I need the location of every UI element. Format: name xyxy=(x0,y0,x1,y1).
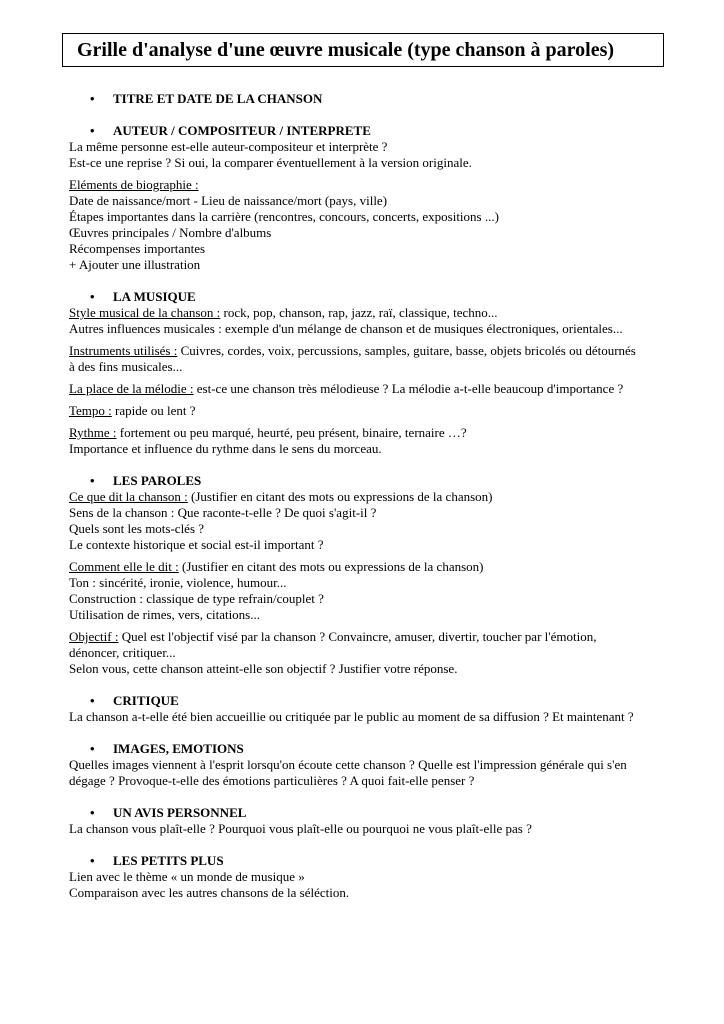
text-span: (Justifier en citant des mots ou expressions de la chanson) xyxy=(178,559,484,574)
text-line: La même personne est-elle auteur-compositeur et interprète ? xyxy=(69,139,388,154)
bullet-icon: • xyxy=(90,289,95,304)
bullet-icon: • xyxy=(90,741,95,756)
bullet-icon: • xyxy=(90,805,95,820)
text-span: rapide ou lent ? xyxy=(111,403,196,418)
text-line: Sens de la chanson : Que raconte-t-elle ? De quoi s'agit-il ? xyxy=(69,505,377,520)
subheading: Comment elle le dit : xyxy=(69,559,179,574)
paragraph xyxy=(69,489,669,553)
text-line: Date de naissance/mort - Lieu de naissance/mort (pays, ville) xyxy=(69,193,388,208)
paragraph xyxy=(69,869,669,901)
text-line: Utilisation de rimes, vers, citations... xyxy=(69,607,260,622)
text-line: Œuvres principales / Nombre d'albums xyxy=(69,225,272,240)
text-span: (Justifier en citant des mots ou expressions de la chanson) xyxy=(187,489,493,504)
text-line: Construction : classique de type refrain/couplet ? xyxy=(69,591,324,606)
text-line: La chanson a-t-elle été bien accueillie ou critiquée par le public au moment de sa diffusion ? Et maintenant ? xyxy=(69,709,634,724)
text-line: La chanson vous plaît-elle ? Pourquoi vous plaît-elle ou pourquoi ne vous plaît-elle pas ? xyxy=(69,821,532,836)
paragraph xyxy=(69,629,669,677)
text-line: Comparaison avec les autres chansons de la séléction. xyxy=(69,885,350,900)
text-line: Selon vous, cette chanson atteint-elle son objectif ? Justifier votre réponse. xyxy=(69,661,458,676)
section-heading: • AUTEUR / COMPOSITEUR / INTERPRETE xyxy=(90,123,371,138)
paragraph xyxy=(69,177,669,273)
subheading: Eléments de biographie : xyxy=(69,177,199,192)
paragraph xyxy=(69,139,669,171)
subheading: La place de la mélodie : xyxy=(69,381,194,396)
subheading: Objectif : xyxy=(69,629,119,644)
text-line: Récompenses importantes xyxy=(69,241,206,256)
text-line: Quels sont les mots-clés ? xyxy=(69,521,205,536)
section-heading: • TITRE ET DATE DE LA CHANSON xyxy=(90,91,323,106)
section-musique xyxy=(69,289,669,457)
subheading: Style musical de la chanson : xyxy=(69,305,221,320)
text-line: Étapes importantes dans la carrière (rencontres, concours, concerts, expositions ...) xyxy=(69,209,499,224)
document-body xyxy=(69,91,669,901)
paragraph xyxy=(69,425,669,457)
section-titre xyxy=(69,91,669,107)
bullet-icon: • xyxy=(90,693,95,708)
text-span: rock, pop, chanson, rap, jazz, raï, classique, techno... xyxy=(220,305,498,320)
paragraph xyxy=(69,709,669,725)
section-heading: • LA MUSIQUE xyxy=(90,289,196,304)
text-line: + Ajouter une illustration xyxy=(69,257,201,272)
text-span: fortement ou peu marqué, heurté, peu présent, binaire, ternaire …? xyxy=(116,425,467,440)
subheading: Ce que dit la chanson : xyxy=(69,489,188,504)
bullet-icon: • xyxy=(90,91,95,106)
paragraph xyxy=(69,821,669,837)
paragraph xyxy=(69,343,669,375)
text-line: Lien avec le thème « un monde de musique » xyxy=(69,869,305,884)
paragraph xyxy=(69,559,669,623)
text-span: Cuivres, cordes, voix, percussions, samples, guitare, basse, objets bricolés ou détournés xyxy=(177,343,636,358)
section-paroles xyxy=(69,473,669,677)
text-line: dégage ? Provoque-t-elle des émotions particulières ? A quoi fait-elle penser ? xyxy=(69,773,475,788)
section-heading: • UN AVIS PERSONNEL xyxy=(90,805,247,820)
text-span: est-ce une chanson très mélodieuse ? La mélodie a-t-elle beaucoup d'importance ? xyxy=(193,381,624,396)
bullet-icon: • xyxy=(90,123,95,138)
text-line: dénoncer, critiquer... xyxy=(69,645,176,660)
section-avis xyxy=(69,805,669,837)
paragraph xyxy=(69,403,669,419)
bullet-icon: • xyxy=(90,853,95,868)
text-line: Quelles images viennent à l'esprit lorsqu'on écoute cette chanson ? Quelle est l'impression générale qui s'en xyxy=(69,757,627,772)
paragraph xyxy=(69,305,669,337)
section-critique xyxy=(69,693,669,725)
text-line: à des fins musicales... xyxy=(69,359,183,374)
text-line: Le contexte historique et social est-il important ? xyxy=(69,537,324,552)
subheading: Rythme : xyxy=(69,425,117,440)
subheading: Instruments utilisés : xyxy=(69,343,178,358)
section-auteur xyxy=(69,123,669,273)
paragraph xyxy=(69,757,669,789)
text-line: Autres influences musicales : exemple d'un mélange de chanson et de musiques électroniques, orientales... xyxy=(69,321,623,336)
section-heading: • LES PAROLES xyxy=(90,473,202,488)
text-line: Ton : sincérité, ironie, violence, humour... xyxy=(69,575,287,590)
text-line: Importance et influence du rythme dans le sens du morceau. xyxy=(69,441,382,456)
page-title: Grille d'analyse d'une œuvre musicale (type chanson à paroles) xyxy=(62,33,664,67)
section-heading: • IMAGES, EMOTIONS xyxy=(90,741,244,756)
section-plus xyxy=(69,853,669,901)
subheading: Tempo : xyxy=(69,403,112,418)
text-line: Est-ce une reprise ? Si oui, la comparer éventuellement à la version originale. xyxy=(69,155,472,170)
section-heading: • LES PETITS PLUS xyxy=(90,853,224,868)
bullet-icon: • xyxy=(90,473,95,488)
section-images xyxy=(69,741,669,789)
text-span: Quel est l'objectif visé par la chanson ? Convaincre, amuser, divertir, toucher par l'émotion, xyxy=(118,629,597,644)
section-heading: • CRITIQUE xyxy=(90,693,179,708)
paragraph xyxy=(69,381,669,397)
